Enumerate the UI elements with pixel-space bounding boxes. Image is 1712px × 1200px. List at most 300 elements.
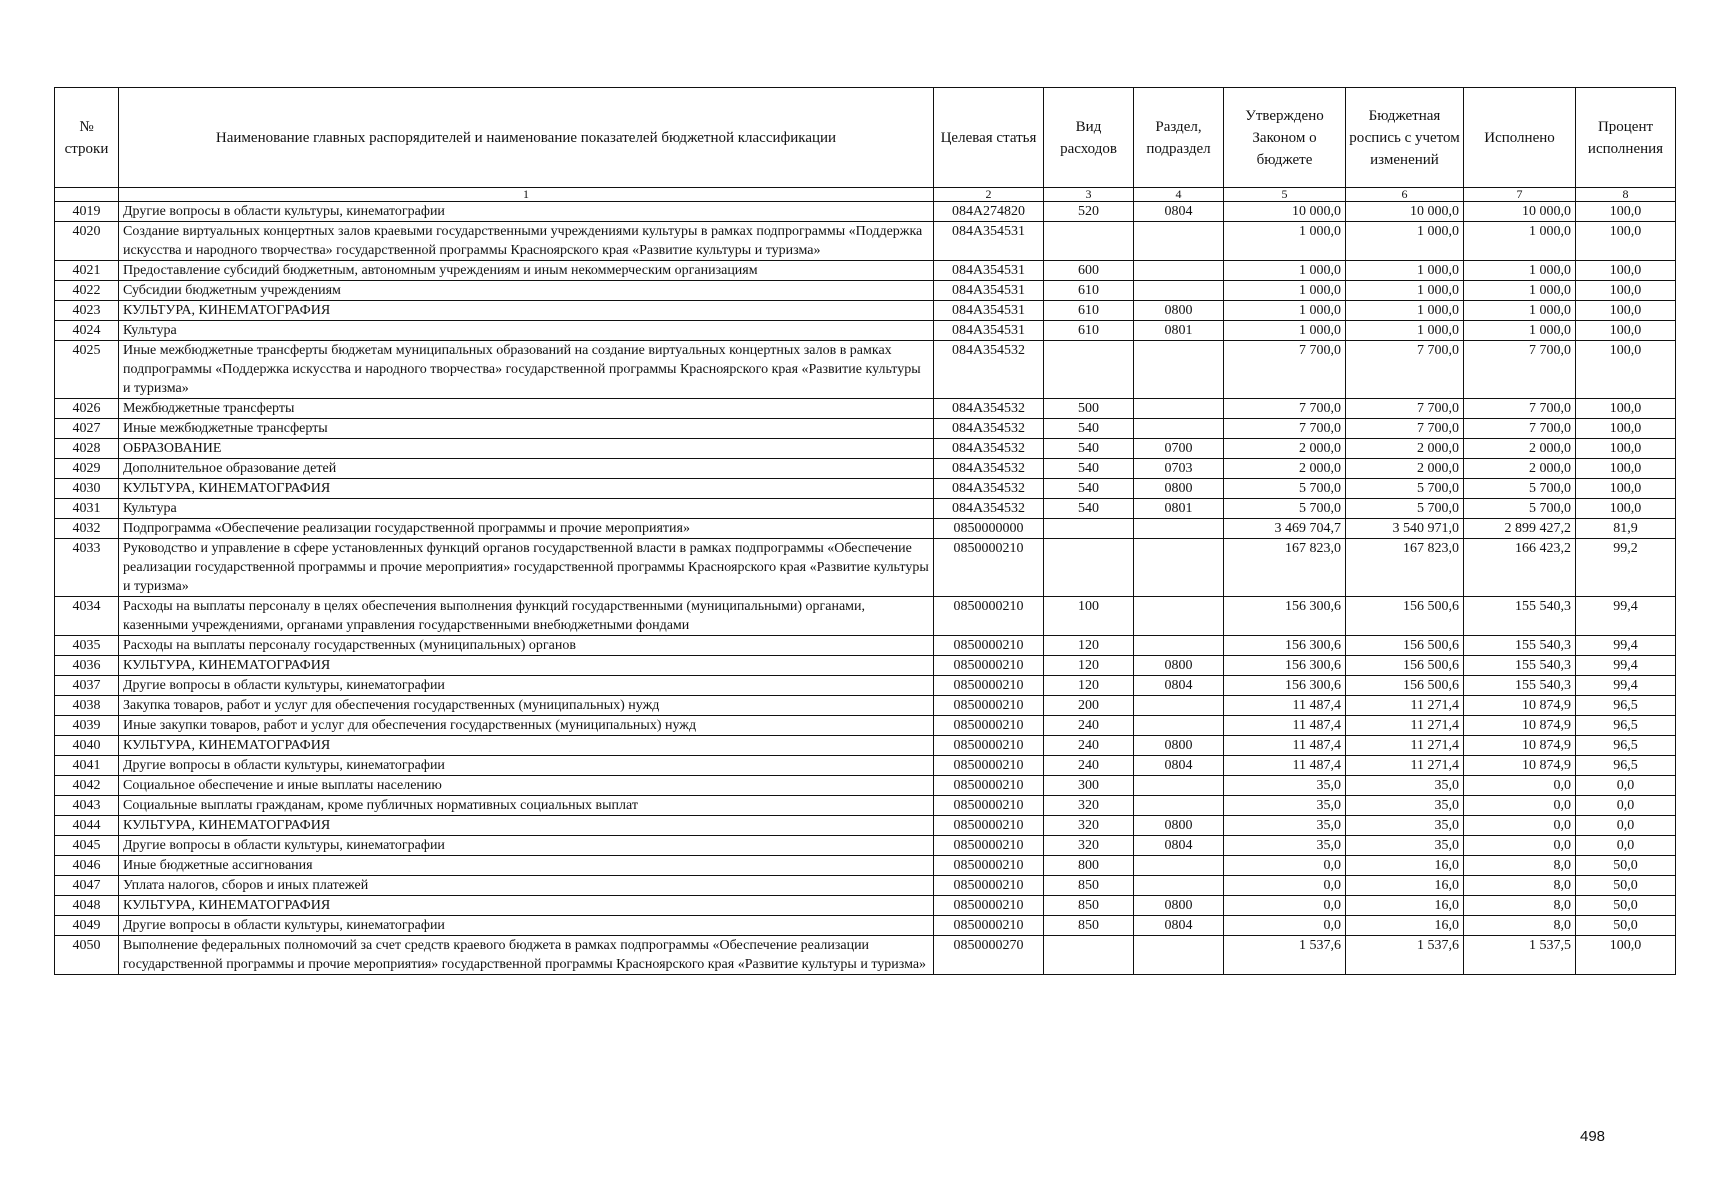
table-row — [55, 676, 1676, 696]
row-target-article: 0850000270 — [934, 936, 1044, 975]
table-row — [55, 301, 1676, 321]
table-row — [55, 916, 1676, 936]
row-number: 4025 — [55, 341, 119, 399]
row-number: 4021 — [55, 261, 119, 281]
table-row — [55, 341, 1676, 399]
table-row — [55, 936, 1676, 975]
row-expense-kind: 120 — [1044, 636, 1134, 656]
row-number: 4027 — [55, 419, 119, 439]
row-approved: 5 700,0 — [1224, 499, 1346, 519]
row-expense-kind: 520 — [1044, 202, 1134, 222]
row-percent: 100,0 — [1576, 499, 1676, 519]
row-schedule: 156 500,6 — [1346, 656, 1464, 676]
row-executed: 8,0 — [1464, 916, 1576, 936]
row-target-article: 0850000210 — [934, 836, 1044, 856]
row-executed: 0,0 — [1464, 836, 1576, 856]
row-executed: 7 700,0 — [1464, 399, 1576, 419]
row-number: 4035 — [55, 636, 119, 656]
page-number: 498 — [1580, 1128, 1606, 1145]
row-executed: 0,0 — [1464, 776, 1576, 796]
column-number-row — [55, 188, 1676, 202]
row-name: Межбюджетные трансферты — [119, 399, 934, 419]
row-expense-kind: 610 — [1044, 321, 1134, 341]
table-row — [55, 499, 1676, 519]
row-schedule: 5 700,0 — [1346, 479, 1464, 499]
table-body — [55, 202, 1676, 975]
row-name: Культура — [119, 321, 934, 341]
row-schedule: 5 700,0 — [1346, 499, 1464, 519]
row-percent: 50,0 — [1576, 916, 1676, 936]
row-percent: 100,0 — [1576, 419, 1676, 439]
row-target-article: 084A354531 — [934, 222, 1044, 261]
row-expense-kind: 850 — [1044, 916, 1134, 936]
row-expense-kind: 850 — [1044, 896, 1134, 916]
row-expense-kind — [1044, 539, 1134, 597]
row-number: 4029 — [55, 459, 119, 479]
row-number: 4032 — [55, 519, 119, 539]
row-approved: 7 700,0 — [1224, 419, 1346, 439]
header-section: Раздел, подраздел — [1134, 88, 1224, 188]
row-section: 0804 — [1134, 676, 1224, 696]
row-number: 4050 — [55, 936, 119, 975]
row-executed: 5 700,0 — [1464, 499, 1576, 519]
row-expense-kind: 300 — [1044, 776, 1134, 796]
row-approved: 156 300,6 — [1224, 676, 1346, 696]
row-name: Другие вопросы в области культуры, кинематографии — [119, 916, 934, 936]
row-expense-kind: 540 — [1044, 479, 1134, 499]
row-name: Расходы на выплаты персоналу в целях обеспечения выполнения функций государственными (муниципальными) органами, казенными учреждениями, органами управления государственными внебюджетными фондами — [119, 597, 934, 636]
row-section — [1134, 519, 1224, 539]
row-executed: 8,0 — [1464, 856, 1576, 876]
row-percent: 100,0 — [1576, 202, 1676, 222]
row-expense-kind — [1044, 222, 1134, 261]
row-section — [1134, 876, 1224, 896]
table-row — [55, 419, 1676, 439]
row-number: 4026 — [55, 399, 119, 419]
row-approved: 7 700,0 — [1224, 341, 1346, 399]
row-percent: 99,4 — [1576, 656, 1676, 676]
row-section — [1134, 261, 1224, 281]
row-approved: 35,0 — [1224, 816, 1346, 836]
row-schedule: 11 271,4 — [1346, 716, 1464, 736]
row-expense-kind: 200 — [1044, 696, 1134, 716]
row-name: Другие вопросы в области культуры, кинематографии — [119, 836, 934, 856]
row-approved: 11 487,4 — [1224, 716, 1346, 736]
row-target-article: 0850000210 — [934, 716, 1044, 736]
row-approved: 11 487,4 — [1224, 696, 1346, 716]
row-percent: 99,4 — [1576, 597, 1676, 636]
row-number: 4037 — [55, 676, 119, 696]
header-expense-kind: Вид расходов — [1044, 88, 1134, 188]
row-section: 0800 — [1134, 656, 1224, 676]
header-name: Наименование главных распорядителей и наименование показателей бюджетной классификации — [119, 88, 934, 188]
row-percent: 0,0 — [1576, 836, 1676, 856]
row-number: 4020 — [55, 222, 119, 261]
row-target-article: 0850000210 — [934, 539, 1044, 597]
row-section — [1134, 856, 1224, 876]
row-approved: 35,0 — [1224, 796, 1346, 816]
table-row — [55, 321, 1676, 341]
row-schedule: 7 700,0 — [1346, 341, 1464, 399]
row-schedule: 35,0 — [1346, 816, 1464, 836]
row-target-article: 084A354532 — [934, 439, 1044, 459]
row-section — [1134, 796, 1224, 816]
table-row — [55, 876, 1676, 896]
table-row — [55, 636, 1676, 656]
row-name: Закупка товаров, работ и услуг для обеспечения государственных (муниципальных) нужд — [119, 696, 934, 716]
row-approved: 1 000,0 — [1224, 222, 1346, 261]
row-approved: 0,0 — [1224, 896, 1346, 916]
row-section — [1134, 539, 1224, 597]
header-approved: Утверждено Законом о бюджете — [1224, 88, 1346, 188]
row-name: Иные закупки товаров, работ и услуг для обеспечения государственных (муниципальных) нужд — [119, 716, 934, 736]
row-target-article: 0850000210 — [934, 676, 1044, 696]
row-percent: 96,5 — [1576, 716, 1676, 736]
row-approved: 1 000,0 — [1224, 301, 1346, 321]
row-number: 4034 — [55, 597, 119, 636]
row-target-article: 084A274820 — [934, 202, 1044, 222]
row-expense-kind: 240 — [1044, 716, 1134, 736]
row-approved: 11 487,4 — [1224, 756, 1346, 776]
row-name: Расходы на выплаты персоналу государственных (муниципальных) органов — [119, 636, 934, 656]
row-approved: 156 300,6 — [1224, 597, 1346, 636]
row-number: 4045 — [55, 836, 119, 856]
row-percent: 0,0 — [1576, 796, 1676, 816]
row-schedule: 2 000,0 — [1346, 459, 1464, 479]
row-executed: 166 423,2 — [1464, 539, 1576, 597]
row-schedule: 1 000,0 — [1346, 301, 1464, 321]
row-name: КУЛЬТУРА, КИНЕМАТОГРАФИЯ — [119, 736, 934, 756]
row-percent: 50,0 — [1576, 876, 1676, 896]
row-expense-kind: 600 — [1044, 261, 1134, 281]
row-expense-kind: 610 — [1044, 281, 1134, 301]
row-name: КУЛЬТУРА, КИНЕМАТОГРАФИЯ — [119, 656, 934, 676]
row-section: 0800 — [1134, 736, 1224, 756]
table-row — [55, 539, 1676, 597]
row-approved: 1 537,6 — [1224, 936, 1346, 975]
row-percent: 96,5 — [1576, 696, 1676, 716]
row-name: Социальные выплаты гражданам, кроме публичных нормативных социальных выплат — [119, 796, 934, 816]
row-percent: 96,5 — [1576, 756, 1676, 776]
row-executed: 7 700,0 — [1464, 419, 1576, 439]
row-schedule: 7 700,0 — [1346, 419, 1464, 439]
row-percent: 99,4 — [1576, 636, 1676, 656]
row-percent: 100,0 — [1576, 936, 1676, 975]
row-section: 0703 — [1134, 459, 1224, 479]
row-executed: 0,0 — [1464, 816, 1576, 836]
row-name: Выполнение федеральных полномочий за счет средств краевого бюджета в рамках подпрограммы «Обеспечение реализации государственной программы и прочие мероприятия» государственной программы Красноярского края «Развитие культуры и туризма» — [119, 936, 934, 975]
table-row — [55, 222, 1676, 261]
row-target-article: 084A354532 — [934, 399, 1044, 419]
table-row — [55, 399, 1676, 419]
table-row — [55, 776, 1676, 796]
row-target-article: 084A354532 — [934, 459, 1044, 479]
table-row — [55, 716, 1676, 736]
row-target-article: 084A354531 — [934, 281, 1044, 301]
row-section — [1134, 281, 1224, 301]
row-target-article: 084A354531 — [934, 321, 1044, 341]
row-section: 0800 — [1134, 301, 1224, 321]
row-schedule: 35,0 — [1346, 776, 1464, 796]
row-executed: 8,0 — [1464, 876, 1576, 896]
row-target-article: 0850000210 — [934, 896, 1044, 916]
row-section — [1134, 341, 1224, 399]
header-budget-schedule: Бюджетная роспись с учетом изменений — [1346, 88, 1464, 188]
row-approved: 7 700,0 — [1224, 399, 1346, 419]
row-percent: 50,0 — [1576, 856, 1676, 876]
row-expense-kind: 540 — [1044, 419, 1134, 439]
row-percent: 99,4 — [1576, 676, 1676, 696]
row-section — [1134, 776, 1224, 796]
column-number: 8 — [1576, 188, 1676, 202]
row-executed: 1 000,0 — [1464, 321, 1576, 341]
row-section: 0700 — [1134, 439, 1224, 459]
row-executed: 1 000,0 — [1464, 281, 1576, 301]
row-section: 0804 — [1134, 756, 1224, 776]
row-name: КУЛЬТУРА, КИНЕМАТОГРАФИЯ — [119, 479, 934, 499]
row-section: 0801 — [1134, 499, 1224, 519]
row-approved: 3 469 704,7 — [1224, 519, 1346, 539]
row-schedule: 35,0 — [1346, 836, 1464, 856]
row-executed: 1 000,0 — [1464, 222, 1576, 261]
row-percent: 100,0 — [1576, 439, 1676, 459]
row-target-article: 084A354532 — [934, 479, 1044, 499]
row-name: Культура — [119, 499, 934, 519]
row-expense-kind: 320 — [1044, 836, 1134, 856]
row-name: КУЛЬТУРА, КИНЕМАТОГРАФИЯ — [119, 816, 934, 836]
row-executed: 155 540,3 — [1464, 636, 1576, 656]
table-row — [55, 439, 1676, 459]
row-percent: 100,0 — [1576, 459, 1676, 479]
row-name: ОБРАЗОВАНИЕ — [119, 439, 934, 459]
row-schedule: 11 271,4 — [1346, 756, 1464, 776]
row-expense-kind: 540 — [1044, 459, 1134, 479]
row-executed: 1 537,5 — [1464, 936, 1576, 975]
row-number: 4031 — [55, 499, 119, 519]
row-schedule: 2 000,0 — [1346, 439, 1464, 459]
row-name: Субсидии бюджетным учреждениям — [119, 281, 934, 301]
row-percent: 100,0 — [1576, 301, 1676, 321]
column-number — [55, 188, 119, 202]
row-target-article: 0850000210 — [934, 796, 1044, 816]
row-section — [1134, 716, 1224, 736]
row-number: 4042 — [55, 776, 119, 796]
row-executed: 155 540,3 — [1464, 676, 1576, 696]
row-schedule: 1 000,0 — [1346, 281, 1464, 301]
column-number: 7 — [1464, 188, 1576, 202]
row-section: 0800 — [1134, 816, 1224, 836]
row-expense-kind: 100 — [1044, 597, 1134, 636]
row-approved: 156 300,6 — [1224, 636, 1346, 656]
row-number: 4046 — [55, 856, 119, 876]
row-approved: 1 000,0 — [1224, 281, 1346, 301]
row-executed: 2 899 427,2 — [1464, 519, 1576, 539]
row-schedule: 1 537,6 — [1346, 936, 1464, 975]
row-expense-kind — [1044, 936, 1134, 975]
table-row — [55, 519, 1676, 539]
row-number: 4022 — [55, 281, 119, 301]
row-approved: 2 000,0 — [1224, 439, 1346, 459]
row-name: Иные межбюджетные трансферты бюджетам муниципальных образований на создание виртуальных концертных залов в рамках подпрограммы «Поддержка искусства и народного творчества» государственной программы Красноярского края «Развитие культуры и туризма» — [119, 341, 934, 399]
row-executed: 155 540,3 — [1464, 656, 1576, 676]
row-executed: 1 000,0 — [1464, 301, 1576, 321]
row-number: 4024 — [55, 321, 119, 341]
row-name: Создание виртуальных концертных залов краевыми государственными учреждениями культуры в рамках подпрограммы «Поддержка искусства и народного творчества» государственной программы Красноярского края «Развитие культуры и туризма» — [119, 222, 934, 261]
row-expense-kind: 540 — [1044, 499, 1134, 519]
row-section: 0801 — [1134, 321, 1224, 341]
row-schedule: 156 500,6 — [1346, 597, 1464, 636]
row-number: 4028 — [55, 439, 119, 459]
row-target-article: 0850000000 — [934, 519, 1044, 539]
row-executed: 2 000,0 — [1464, 459, 1576, 479]
row-section: 0800 — [1134, 896, 1224, 916]
row-schedule: 156 500,6 — [1346, 676, 1464, 696]
row-approved: 156 300,6 — [1224, 656, 1346, 676]
row-expense-kind: 120 — [1044, 656, 1134, 676]
row-name: Другие вопросы в области культуры, кинематографии — [119, 202, 934, 222]
table-row — [55, 796, 1676, 816]
column-number: 4 — [1134, 188, 1224, 202]
row-expense-kind: 320 — [1044, 796, 1134, 816]
row-target-article: 084A354531 — [934, 261, 1044, 281]
row-schedule: 156 500,6 — [1346, 636, 1464, 656]
row-executed: 10 874,9 — [1464, 736, 1576, 756]
row-expense-kind: 320 — [1044, 816, 1134, 836]
row-percent: 96,5 — [1576, 736, 1676, 756]
row-expense-kind: 500 — [1044, 399, 1134, 419]
row-schedule: 16,0 — [1346, 876, 1464, 896]
table-row — [55, 756, 1676, 776]
row-name: Подпрограмма «Обеспечение реализации государственной программы и прочие мероприятия» — [119, 519, 934, 539]
row-approved: 35,0 — [1224, 836, 1346, 856]
row-number: 4023 — [55, 301, 119, 321]
row-percent: 100,0 — [1576, 399, 1676, 419]
row-number: 4030 — [55, 479, 119, 499]
row-executed: 10 874,9 — [1464, 696, 1576, 716]
row-schedule: 16,0 — [1346, 896, 1464, 916]
row-expense-kind: 240 — [1044, 736, 1134, 756]
column-number: 1 — [119, 188, 934, 202]
table-row — [55, 696, 1676, 716]
row-name: Иные межбюджетные трансферты — [119, 419, 934, 439]
header-row-number: № строки — [55, 88, 119, 188]
row-approved: 35,0 — [1224, 776, 1346, 796]
row-target-article: 084A354532 — [934, 341, 1044, 399]
row-target-article: 0850000210 — [934, 756, 1044, 776]
table-row — [55, 856, 1676, 876]
row-number: 4038 — [55, 696, 119, 716]
row-section — [1134, 419, 1224, 439]
row-approved: 1 000,0 — [1224, 261, 1346, 281]
column-number: 3 — [1044, 188, 1134, 202]
row-approved: 167 823,0 — [1224, 539, 1346, 597]
row-percent: 81,9 — [1576, 519, 1676, 539]
row-percent: 100,0 — [1576, 261, 1676, 281]
row-expense-kind — [1044, 519, 1134, 539]
row-number: 4036 — [55, 656, 119, 676]
row-number: 4019 — [55, 202, 119, 222]
row-schedule: 35,0 — [1346, 796, 1464, 816]
row-name: Социальное обеспечение и иные выплаты населению — [119, 776, 934, 796]
row-schedule: 10 000,0 — [1346, 202, 1464, 222]
table-row — [55, 479, 1676, 499]
table-row — [55, 896, 1676, 916]
row-name: Иные бюджетные ассигнования — [119, 856, 934, 876]
row-section — [1134, 696, 1224, 716]
row-name: Руководство и управление в сфере установленных функций органов государственной власти в рамках подпрограммы «Обеспечение реализации государственной программы и прочие мероприятия» государственной программы Красноярского края «Развитие культуры и туризма» — [119, 539, 934, 597]
row-target-article: 0850000210 — [934, 776, 1044, 796]
row-approved: 0,0 — [1224, 916, 1346, 936]
row-target-article: 0850000210 — [934, 856, 1044, 876]
row-name: КУЛЬТУРА, КИНЕМАТОГРАФИЯ — [119, 301, 934, 321]
row-name: Дополнительное образование детей — [119, 459, 934, 479]
row-expense-kind: 120 — [1044, 676, 1134, 696]
table-row — [55, 261, 1676, 281]
row-section: 0800 — [1134, 479, 1224, 499]
row-approved: 0,0 — [1224, 856, 1346, 876]
row-name: Другие вопросы в области культуры, кинематографии — [119, 756, 934, 776]
row-schedule: 1 000,0 — [1346, 222, 1464, 261]
row-percent: 100,0 — [1576, 222, 1676, 261]
row-executed: 0,0 — [1464, 796, 1576, 816]
row-executed: 10 000,0 — [1464, 202, 1576, 222]
row-approved: 10 000,0 — [1224, 202, 1346, 222]
row-percent: 0,0 — [1576, 816, 1676, 836]
row-number: 4041 — [55, 756, 119, 776]
header-target-article: Целевая статья — [934, 88, 1044, 188]
row-schedule: 3 540 971,0 — [1346, 519, 1464, 539]
row-target-article: 0850000210 — [934, 876, 1044, 896]
row-expense-kind: 610 — [1044, 301, 1134, 321]
row-schedule: 11 271,4 — [1346, 736, 1464, 756]
row-target-article: 0850000210 — [934, 597, 1044, 636]
row-section — [1134, 222, 1224, 261]
row-section — [1134, 936, 1224, 975]
header-percent: Процент исполнения — [1576, 88, 1676, 188]
row-executed: 8,0 — [1464, 896, 1576, 916]
row-executed: 10 874,9 — [1464, 716, 1576, 736]
column-number: 2 — [934, 188, 1044, 202]
table-row — [55, 836, 1676, 856]
row-section: 0804 — [1134, 202, 1224, 222]
column-number: 5 — [1224, 188, 1346, 202]
table-row — [55, 202, 1676, 222]
column-number: 6 — [1346, 188, 1464, 202]
row-percent: 100,0 — [1576, 281, 1676, 301]
row-target-article: 084A354532 — [934, 419, 1044, 439]
row-name: Другие вопросы в области культуры, кинематографии — [119, 676, 934, 696]
header-row — [55, 88, 1676, 188]
row-section — [1134, 399, 1224, 419]
header-executed: Исполнено — [1464, 88, 1576, 188]
row-executed: 5 700,0 — [1464, 479, 1576, 499]
row-target-article: 0850000210 — [934, 916, 1044, 936]
row-schedule: 16,0 — [1346, 916, 1464, 936]
row-schedule: 16,0 — [1346, 856, 1464, 876]
row-schedule: 1 000,0 — [1346, 321, 1464, 341]
row-executed: 7 700,0 — [1464, 341, 1576, 399]
table-row — [55, 281, 1676, 301]
row-expense-kind — [1044, 341, 1134, 399]
row-schedule: 11 271,4 — [1346, 696, 1464, 716]
row-expense-kind: 800 — [1044, 856, 1134, 876]
row-executed: 1 000,0 — [1464, 261, 1576, 281]
row-schedule: 1 000,0 — [1346, 261, 1464, 281]
row-approved: 2 000,0 — [1224, 459, 1346, 479]
row-name: Предоставление субсидий бюджетным, автономным учреждениям и иным некоммерческим организациям — [119, 261, 934, 281]
row-name: КУЛЬТУРА, КИНЕМАТОГРАФИЯ — [119, 896, 934, 916]
table-row — [55, 736, 1676, 756]
